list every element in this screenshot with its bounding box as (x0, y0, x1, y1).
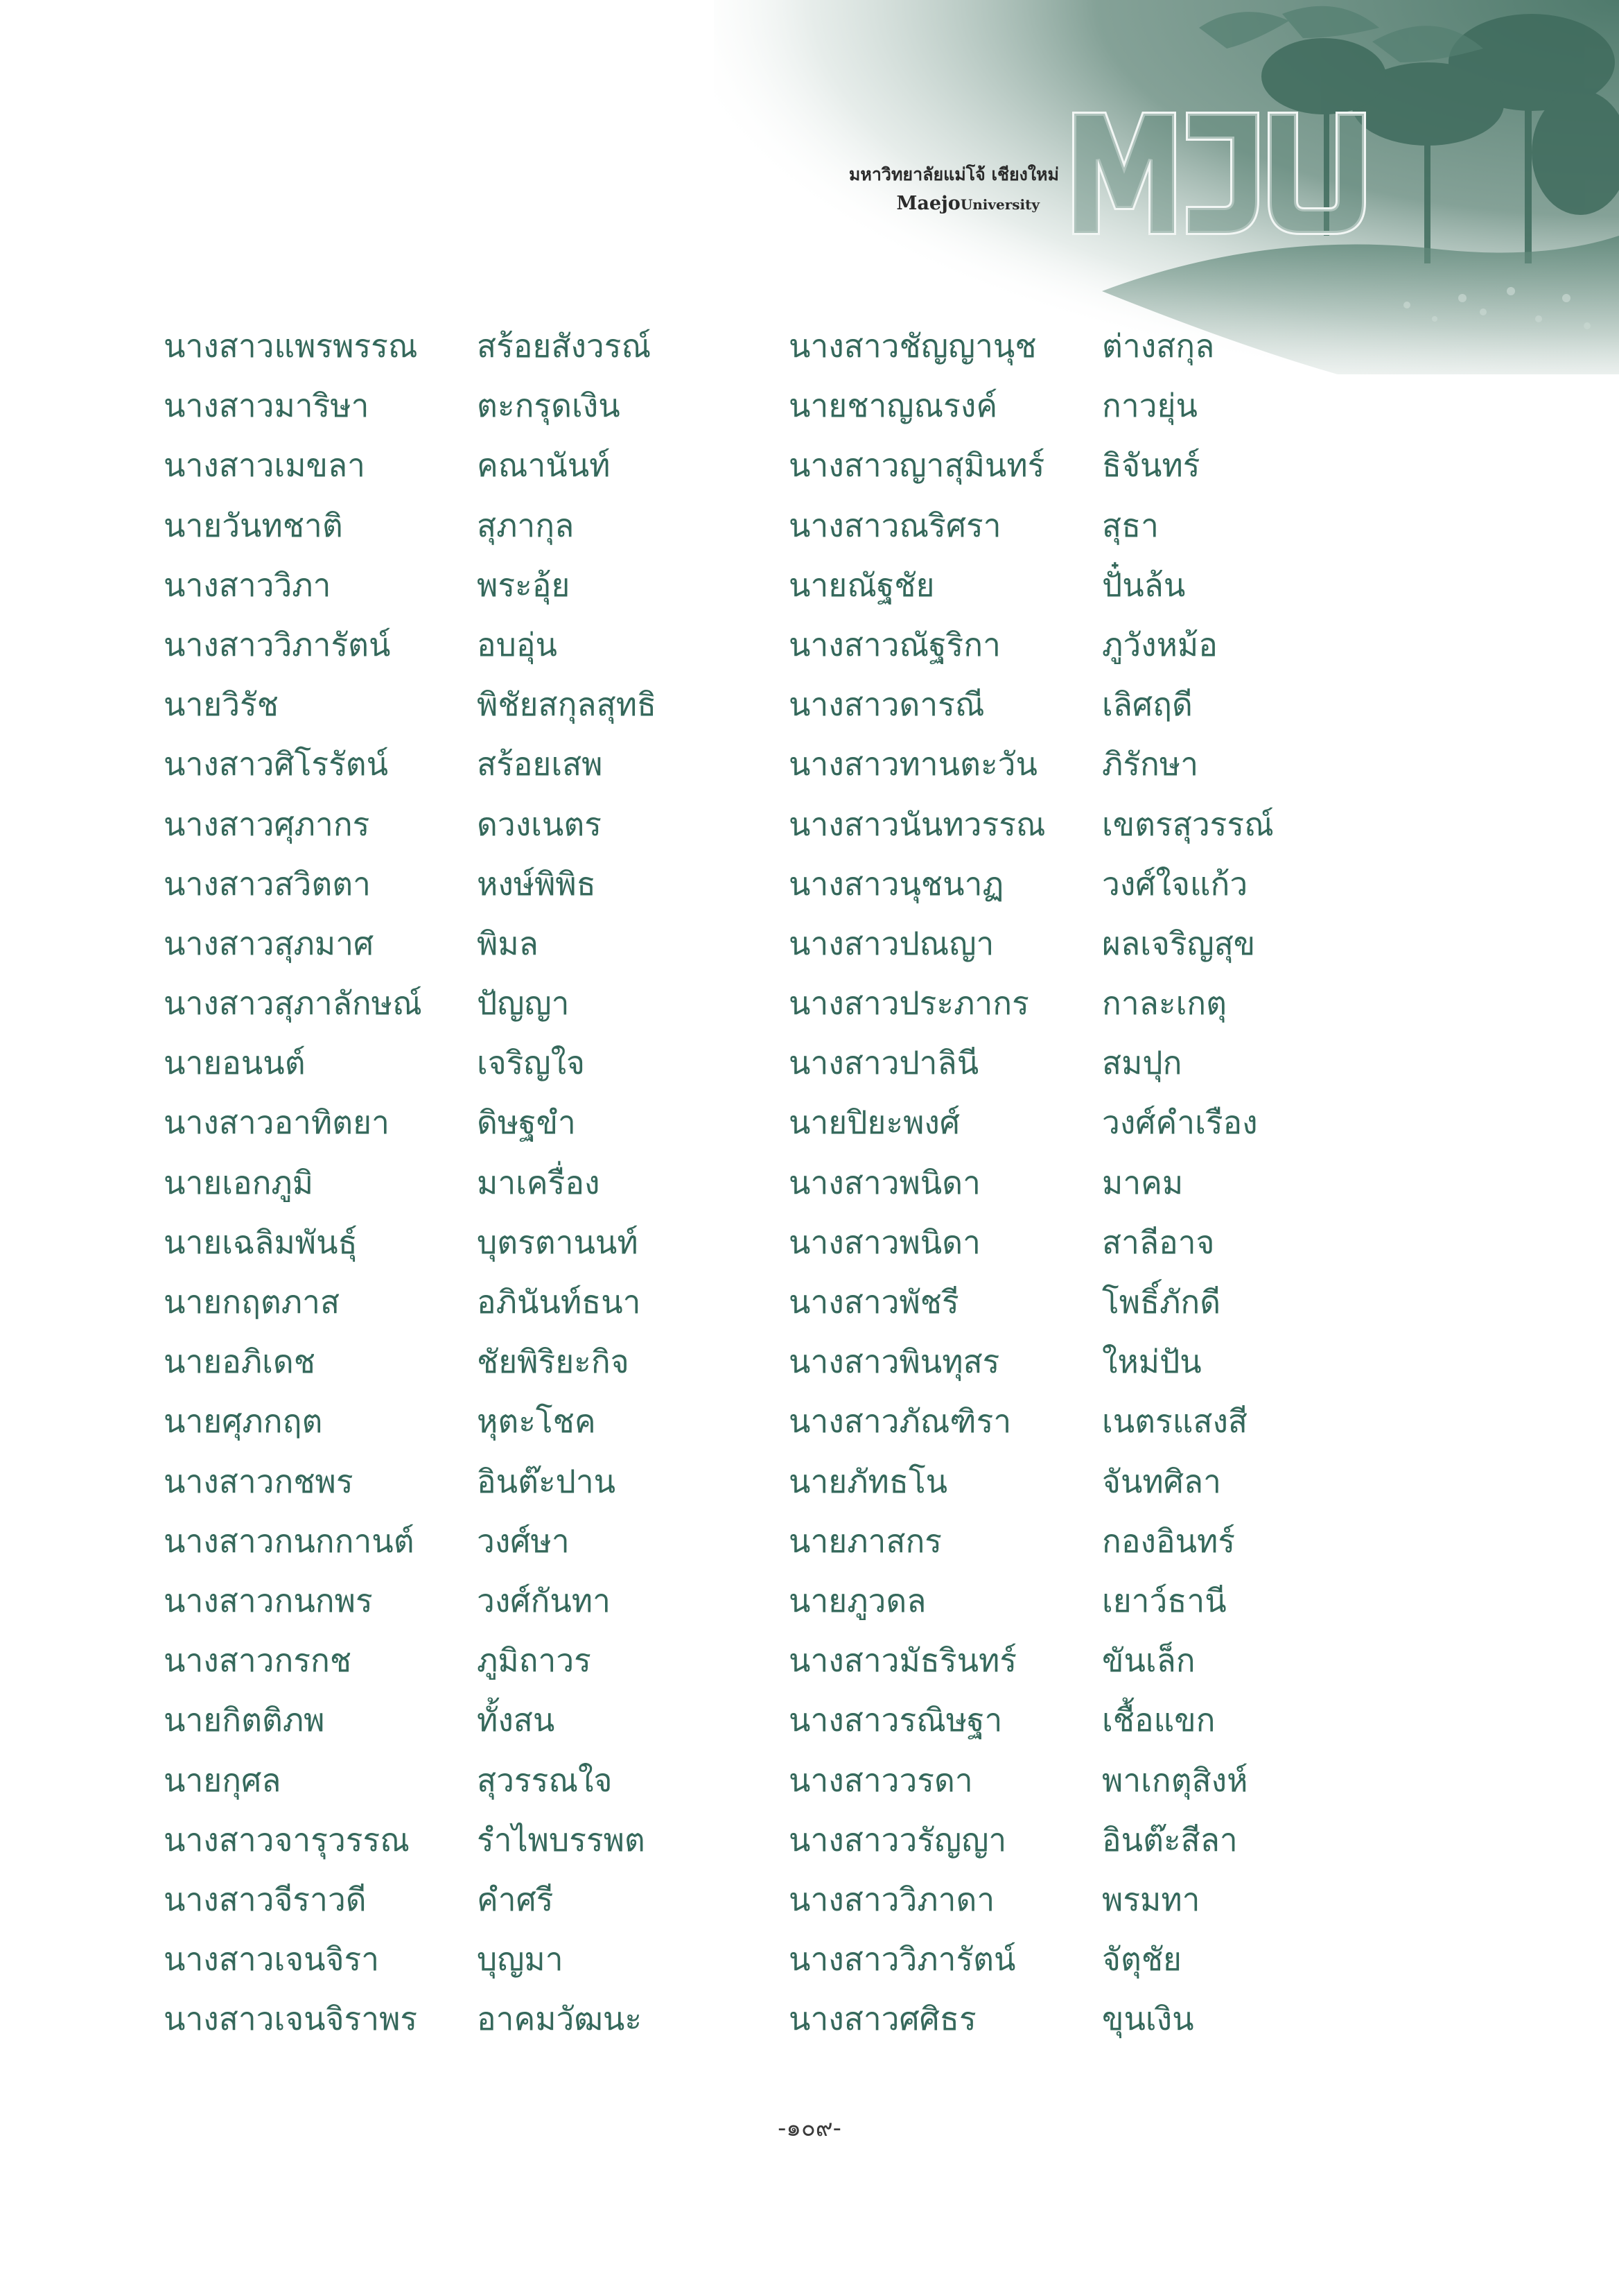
surname-left: มาเครื่อง (477, 1163, 600, 1201)
surname-left: สร้อยสังวรณ์ (477, 327, 651, 365)
surname-left: ทั้งสน (477, 1701, 555, 1739)
given-name-right: นางสาวชัญญานุช (789, 327, 1037, 365)
surname-right: ปั๋นล้น (1102, 566, 1186, 604)
given-name-left: นายกุศล (164, 1761, 281, 1799)
surname-left: คำศรี (477, 1880, 554, 1918)
surname-left: พิมล (477, 924, 539, 962)
surname-left: หงษ์พิพิธ (477, 864, 596, 903)
surname-right: สุธา (1102, 506, 1159, 544)
surname-right: ภิรักษา (1102, 745, 1199, 783)
name-row (158, 376, 1309, 435)
surname-right: เนตรแสงสี (1102, 1402, 1248, 1441)
given-name-right: นางสาวนุชนาฏ (789, 864, 1004, 903)
surname-right: ใหม่ปัน (1102, 1343, 1202, 1381)
given-name-left: นางสาวกรกช (164, 1642, 352, 1680)
given-name-right: นายปิยะพงศ์ (789, 1104, 961, 1142)
name-row (158, 555, 1309, 615)
given-name-right: นางสาววิภารัตน์ (789, 1940, 1016, 1978)
given-name-right: นายภัทธโน (789, 1462, 948, 1500)
name-row (158, 1033, 1309, 1093)
surname-right: วงศ์ใจแก้ว (1102, 864, 1248, 903)
given-name-left: นายอนนต์ (164, 1044, 306, 1082)
given-name-right: นายภูวดล (789, 1581, 927, 1619)
given-name-left: นางสาวอาทิตยา (164, 1104, 390, 1142)
mju-logo (1065, 104, 1376, 243)
given-name-left: นางสาวศุภากร (164, 805, 370, 843)
name-row (158, 1571, 1309, 1630)
surname-left: อภินันท์ธนา (477, 1283, 641, 1321)
university-name-english: MaejoUniversity (896, 193, 1040, 214)
surname-right: ธิจันทร์ (1102, 446, 1200, 485)
given-name-left: นางสาววิภารัตน์ (164, 625, 391, 663)
surname-right: ภูวังหม้อ (1102, 625, 1218, 663)
surname-left: อินต๊ะปาน (477, 1462, 616, 1500)
surname-right: สาลีอาจ (1102, 1223, 1215, 1261)
surname-left: วงศ์ษา (477, 1522, 570, 1560)
university-name-thai: มหาวิทยาลัยแม่โจ้ เชียงใหม่ (848, 164, 1059, 184)
given-name-right: นางสาวทานตะวัน (789, 745, 1038, 783)
name-row (158, 316, 1309, 376)
name-row (158, 1989, 1309, 2049)
surname-right: ขันเล็ก (1102, 1642, 1196, 1680)
name-row (158, 1093, 1309, 1152)
surname-left: คณานันท์ (477, 446, 611, 485)
given-name-left: นางสาวกชพร (164, 1462, 353, 1500)
surname-right: สมปุก (1102, 1044, 1182, 1082)
given-name-right: นางสาวญาสุมินทร์ (789, 446, 1045, 485)
name-row (158, 1929, 1309, 1989)
given-name-left: นางสาววิภา (164, 566, 331, 604)
given-name-right: นายภาสกร (789, 1522, 943, 1560)
surname-left: อบอุ่น (477, 625, 557, 663)
surname-left: เจริญใจ (477, 1044, 585, 1082)
surname-left: บุญมา (477, 1940, 563, 1978)
given-name-right: นางสาววรัญญา (789, 1820, 1007, 1859)
surname-left: วงศ์กันทา (477, 1581, 611, 1619)
name-row (158, 1690, 1309, 1750)
surname-left: พระอุ้ย (477, 566, 570, 604)
given-name-right: นางสาวภัณฑิรา (789, 1402, 1012, 1441)
given-name-right: นางสาวณัฐริกา (789, 625, 1001, 663)
given-name-left: นายวันทชาติ (164, 506, 343, 544)
given-name-right: นางสาวพนิดา (789, 1163, 981, 1201)
given-name-right: นางสาวศศิธร (789, 2000, 977, 2038)
surname-right: พรมทา (1102, 1880, 1200, 1918)
surname-left: ภูมิถาวร (477, 1642, 591, 1680)
name-row (158, 1332, 1309, 1391)
surname-left: สุภากุล (477, 506, 575, 544)
surname-left: สร้อยเสพ (477, 745, 603, 783)
given-name-right: นางสาวปาลินี (789, 1044, 979, 1082)
name-row (158, 734, 1309, 794)
given-name-left: นางสาวจารุวรรณ (164, 1820, 410, 1859)
given-name-left: นายศุภกฤต (164, 1402, 323, 1441)
surname-left: หุตะโชค (477, 1402, 596, 1441)
surname-left: สุวรรณใจ (477, 1761, 613, 1799)
given-name-right: นางสาวพัชรี (789, 1283, 959, 1321)
given-name-right: นางสาวนันทวรรณ (789, 805, 1046, 843)
surname-right: ต่างสกุล (1102, 327, 1215, 365)
given-name-left: นายอภิเดช (164, 1343, 315, 1381)
name-row (158, 854, 1309, 914)
surname-left: ตะกรุดเงิน (477, 387, 620, 425)
name-row (158, 1391, 1309, 1451)
surname-left: อาคมวัฒนะ (477, 2000, 642, 2038)
surname-right: จัตุชัย (1102, 1940, 1182, 1978)
given-name-left: นางสาวจีราวดี (164, 1880, 367, 1918)
surname-left: ดวงเนตร (477, 805, 602, 843)
given-name-right: นางสาวณริศรา (789, 506, 1001, 544)
name-row (158, 1272, 1309, 1332)
given-name-right: นายณัฐชัย (789, 566, 935, 604)
name-row (158, 914, 1309, 973)
surname-right: เยาว์ธานี (1102, 1581, 1227, 1619)
surname-left: รำไพบรรพต (477, 1820, 645, 1859)
surname-right: อินต๊ะสีลา (1102, 1820, 1238, 1859)
surname-right: กาละเกตุ (1102, 984, 1227, 1023)
name-row (158, 1452, 1309, 1511)
name-row (158, 1212, 1309, 1272)
given-name-right: นางสาวพินทุสร (789, 1343, 1000, 1381)
given-name-left: นางสาวกนกกานต์ (164, 1522, 414, 1560)
given-name-right: นางสาวรณิษฐา (789, 1701, 1003, 1739)
given-name-left: นางสาวกนกพร (164, 1581, 373, 1619)
name-row (158, 1153, 1309, 1212)
surname-left: บุตรตานนท์ (477, 1223, 638, 1261)
given-name-right: นางสาวดารณี (789, 686, 985, 724)
surname-right: วงศ์คำเรือง (1102, 1104, 1258, 1142)
given-name-right: นายชาญณรงค์ (789, 387, 998, 425)
surname-right: กาวยุ่น (1102, 387, 1198, 425)
given-name-left: นางสาวสุภมาศ (164, 924, 374, 962)
given-name-left: นางสาวมาริษา (164, 387, 369, 425)
name-row (158, 435, 1309, 495)
given-name-left: นางสาวเจนจิราพร (164, 2000, 418, 2038)
surname-right: พาเกตุสิงห์ (1102, 1761, 1248, 1799)
given-name-left: นางสาวเมขลา (164, 446, 365, 485)
name-row (158, 496, 1309, 555)
name-row (158, 615, 1309, 675)
surname-right: มาคม (1102, 1163, 1184, 1201)
given-name-right: นางสาวพนิดา (789, 1223, 981, 1261)
given-name-left: นางสาวเจนจิรา (164, 1940, 380, 1978)
given-name-left: นางสาวศิโรรัตน์ (164, 745, 389, 783)
page-number: -๑๐๙- (778, 2114, 841, 2142)
surname-right: เลิศฤดี (1102, 686, 1193, 724)
given-name-left: นายกฤตภาส (164, 1283, 340, 1321)
name-row (158, 973, 1309, 1033)
surname-left: พิชัยสกุลสุทธิ (477, 686, 657, 724)
given-name-right: นางสาวประภากร (789, 984, 1029, 1023)
name-row (158, 675, 1309, 734)
surname-right: ขุนเงิน (1102, 2000, 1194, 2038)
name-row (158, 1870, 1309, 1929)
surname-right: กองอินทร์ (1102, 1522, 1236, 1560)
surname-left: ดิษฐขำ (477, 1104, 576, 1142)
surname-left: ชัยพิริยะกิจ (477, 1343, 629, 1381)
given-name-left: นางสาวสวิตตา (164, 864, 371, 903)
surname-right: จันทศิลา (1102, 1462, 1221, 1500)
surname-right: ผลเจริญสุข (1102, 924, 1256, 962)
name-row (158, 1810, 1309, 1870)
surname-right: โพธิ์ภักดี (1102, 1283, 1221, 1321)
given-name-left: นางสาวแพรพรรณ (164, 327, 418, 365)
given-name-left: นายวิรัช (164, 686, 279, 724)
given-name-right: นางสาววิภาดา (789, 1880, 995, 1918)
name-row (158, 1511, 1309, 1571)
given-name-left: นายกิตติภพ (164, 1701, 325, 1739)
name-row (158, 1630, 1309, 1690)
name-row (158, 1750, 1309, 1810)
given-name-right: นางสาวมัธรินทร์ (789, 1642, 1017, 1680)
given-name-right: นางสาววรดา (789, 1761, 973, 1799)
surname-left: ปัญญา (477, 984, 570, 1023)
given-name-left: นายเฉลิมพันธุ์ (164, 1223, 358, 1261)
name-row (158, 794, 1309, 854)
given-name-right: นางสาวปณญา (789, 924, 995, 962)
given-name-left: นายเอกภูมิ (164, 1163, 314, 1201)
surname-right: เชื้อแขก (1102, 1701, 1216, 1739)
given-name-left: นางสาวสุภาลักษณ์ (164, 984, 422, 1023)
surname-right: เขตรสุวรรณ์ (1102, 805, 1274, 843)
name-list (158, 316, 1309, 2049)
